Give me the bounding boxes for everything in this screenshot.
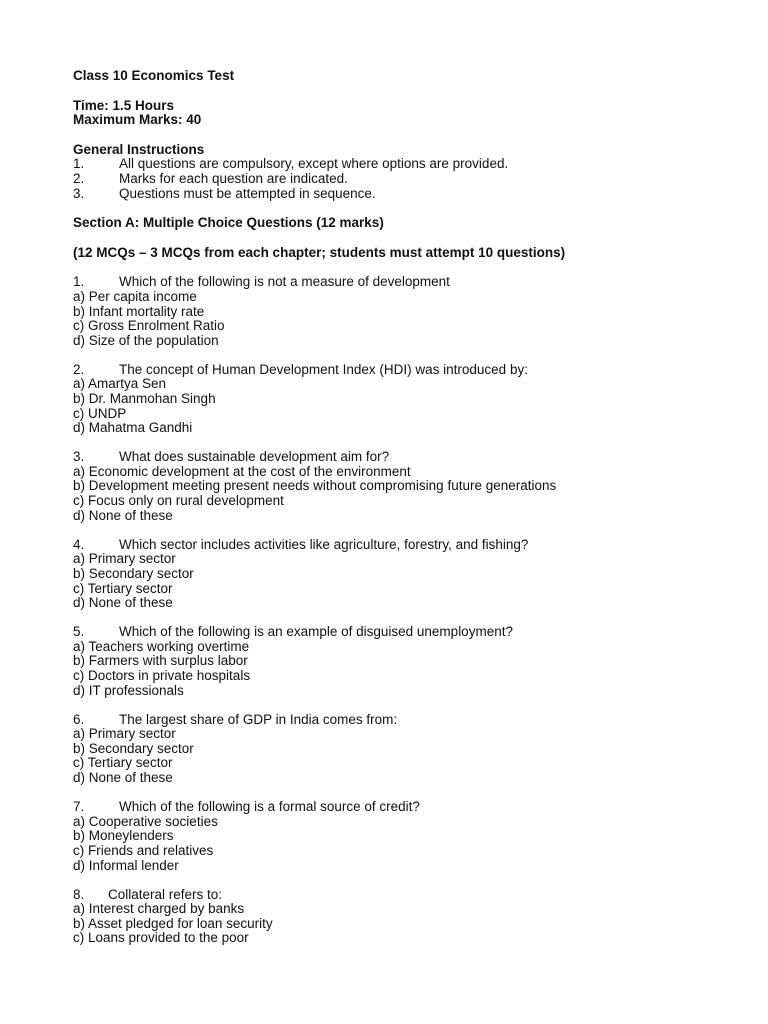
section-a-note: (12 MCQs – 3 MCQs from each chapter; students must attempt 10 questions) <box>73 244 566 260</box>
option-list <box>73 727 713 785</box>
answer-option: b) Infant mortality rate <box>73 303 205 319</box>
instruction-text: Questions must be attempted in sequence. <box>119 185 376 201</box>
question-stem <box>73 538 713 553</box>
instruction-number: 2. <box>73 170 85 186</box>
question-text: Collateral refers to: <box>108 886 223 902</box>
answer-option: b) Moneylenders <box>73 828 174 844</box>
question-number: 1. <box>73 274 85 290</box>
answer-option: b) Secondary sector <box>73 565 194 581</box>
question-text: Which of the following is a formal source of credit? <box>119 799 420 815</box>
test-duration: Time: 1.5 Hours <box>73 97 175 113</box>
question-block <box>73 450 713 537</box>
test-title: Class 10 Economics Test <box>73 68 235 83</box>
question-text: What does sustainable development aim for? <box>119 449 390 465</box>
answer-option: b) Secondary sector <box>73 740 194 756</box>
option-list <box>73 815 713 873</box>
question-number: 7. <box>73 799 85 815</box>
answer-option: d) Size of the population <box>73 332 219 348</box>
instruction-number: 1. <box>73 156 85 172</box>
instruction-text: Marks for each question are indicated. <box>119 170 348 186</box>
question-block <box>73 363 713 450</box>
test-max-marks: Maximum Marks: 40 <box>73 112 202 128</box>
answer-option: c) Gross Enrolment Ratio <box>73 318 225 334</box>
option-list <box>73 552 713 610</box>
question-text: Which sector includes activities like agriculture, forestry, and fishing? <box>119 536 529 552</box>
question-stem <box>73 713 713 728</box>
option-list <box>73 640 713 698</box>
question-number: 8. <box>73 886 85 902</box>
instruction-item <box>73 157 713 172</box>
answer-option: c) Focus only on rural development <box>73 493 284 509</box>
instruction-number: 3. <box>73 185 85 201</box>
answer-option: d) None of these <box>73 507 173 523</box>
question-number: 4. <box>73 536 85 552</box>
question-number: 5. <box>73 624 85 640</box>
answer-option: b) Dr. Manmohan Singh <box>73 391 216 406</box>
answer-option: a) Primary sector <box>73 551 176 567</box>
question-number: 3. <box>73 449 85 465</box>
answer-option: c) Doctors in private hospitals <box>73 668 251 683</box>
option-list <box>73 290 713 348</box>
question-stem <box>73 625 713 640</box>
answer-option: a) Primary sector <box>73 726 176 742</box>
answer-option: d) None of these <box>73 770 173 786</box>
question-text: Which of the following is not a measure of development <box>119 274 450 290</box>
option-list <box>73 902 713 946</box>
answer-option: a) Economic development at the cost of the environment <box>73 463 411 479</box>
answer-option: b) Development meeting present needs without compromising future generations <box>73 478 557 494</box>
answer-option: a) Interest charged by banks <box>73 901 245 917</box>
answer-option: a) Per capita income <box>73 288 197 304</box>
answer-option: a) Teachers working overtime <box>73 638 250 654</box>
option-list <box>73 377 713 435</box>
instructions-heading: General Instructions <box>73 141 205 157</box>
document-page <box>73 69 713 946</box>
question-stem <box>73 275 713 290</box>
question-stem <box>73 800 713 815</box>
question-number: 6. <box>73 711 85 727</box>
question-block <box>73 275 713 362</box>
answer-option: d) Mahatma Gandhi <box>73 420 193 436</box>
option-list <box>73 465 713 523</box>
answer-option: d) None of these <box>73 595 173 611</box>
answer-option: d) Informal lender <box>73 857 179 873</box>
question-block <box>73 538 713 625</box>
answer-option: c) Tertiary sector <box>73 580 173 596</box>
question-block <box>73 888 713 946</box>
question-block <box>73 625 713 712</box>
answer-option: c) Friends and relatives <box>73 842 214 858</box>
answer-option: b) Asset pledged for loan security <box>73 915 273 931</box>
answer-option: c) UNDP <box>73 405 127 421</box>
question-block <box>73 800 713 887</box>
answer-option: b) Farmers with surplus labor <box>73 653 248 669</box>
question-list <box>73 275 713 946</box>
question-number: 2. <box>73 361 85 377</box>
question-text: The concept of Human Development Index (HDI) was introduced by: <box>119 361 528 377</box>
section-a-heading: Section A: Multiple Choice Questions (12 marks) <box>73 215 384 231</box>
question-text: Which of the following is an example of disguised unemployment? <box>119 624 513 640</box>
instruction-item <box>73 172 713 187</box>
question-block <box>73 713 713 800</box>
instruction-item <box>73 187 713 202</box>
answer-option: a) Cooperative societies <box>73 813 218 829</box>
instruction-text: All questions are compulsory, except where options are provided. <box>119 156 509 172</box>
question-text: The largest share of GDP in India comes from: <box>119 711 398 727</box>
question-stem <box>73 888 713 903</box>
question-stem <box>73 450 713 465</box>
answer-option: c) Tertiary sector <box>73 755 173 771</box>
answer-option: c) Loans provided to the poor <box>73 930 249 946</box>
question-stem <box>73 363 713 378</box>
answer-option: d) IT professionals <box>73 682 184 698</box>
answer-option: a) Amartya Sen <box>73 376 167 392</box>
